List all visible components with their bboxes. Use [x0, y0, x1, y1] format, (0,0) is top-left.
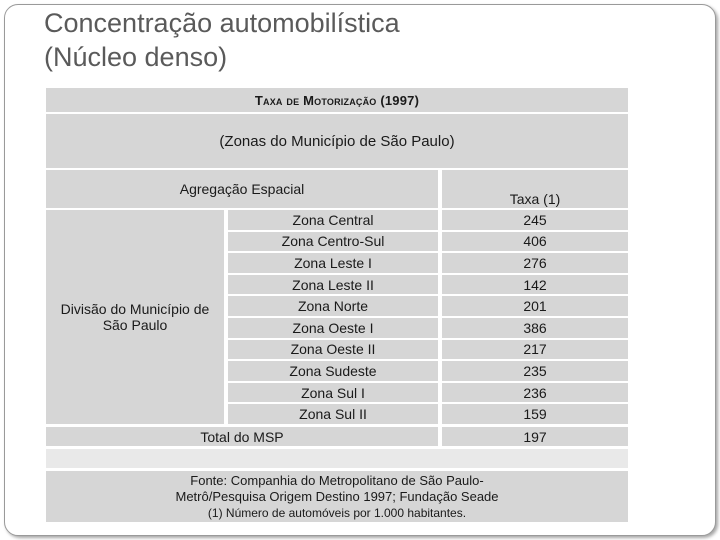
motorization-table: [46, 88, 628, 522]
zone-rate-cell: [442, 340, 628, 360]
zone-rate-text: 236: [523, 384, 547, 401]
zone-rate-cell: [442, 361, 628, 381]
zone-name-text: Zona Oeste II: [290, 341, 376, 358]
zone-rate-text: 235: [523, 362, 547, 379]
zone-rate-cell: [442, 296, 628, 316]
zone-rate-text: 217: [523, 341, 547, 358]
zone-rate-text: 159: [523, 406, 547, 423]
zone-rate-cell: [442, 210, 628, 230]
total-label-text: Total do MSP: [200, 428, 284, 445]
spacer-row: [46, 449, 628, 468]
zone-rate-text: 142: [523, 276, 547, 293]
table-heading-text: Taxa de Motorização (1997): [254, 92, 420, 108]
zone-name-cell: [228, 340, 438, 360]
zone-rate-cell: [442, 318, 628, 338]
column-header-aggregation: [46, 170, 438, 208]
table-subheading-text: (Zonas do Município de São Paulo): [219, 132, 455, 150]
slide-title: [44, 6, 644, 74]
zone-name-cell: [228, 275, 438, 295]
zone-name-cell: [228, 210, 438, 230]
zone-name-text: Zona Centro-Sul: [281, 233, 385, 250]
zone-name-text: Zona Norte: [297, 298, 369, 315]
source-note-line-2: Metrô/Pesquisa Origem Destino 1997; Fundação Seade: [175, 488, 499, 504]
zone-rate-cell: [442, 232, 628, 252]
slide-title-line-1: Concentração automobilística: [44, 8, 400, 38]
zone-name-cell: [228, 383, 438, 403]
zone-name-text: Zona Sudeste: [289, 362, 377, 379]
source-note: [46, 471, 628, 522]
table-subheading: [46, 114, 628, 168]
total-label-cell: [46, 427, 438, 446]
table-heading: [46, 88, 628, 112]
source-note-line-1: Fonte: Companhia do Metropolitano de São Paulo-: [190, 472, 484, 488]
slide-title-line-2: (Núcleo denso): [44, 42, 228, 72]
zone-name-cell: [228, 318, 438, 338]
zone-rate-cell: [442, 404, 628, 424]
zone-name-text: Zona Oeste I: [292, 319, 374, 336]
zone-name-cell: [228, 361, 438, 381]
group-label-text: Divisão do Município de São Paulo: [60, 301, 210, 333]
zone-name-text: Zona Central: [292, 211, 374, 228]
column-header-rate: [442, 170, 628, 208]
zone-name-cell: [228, 296, 438, 316]
column-header-rate-text: Taxa (1): [509, 191, 561, 207]
zone-name-text: Zona Sul I: [301, 384, 365, 401]
zone-name-text: Zona Sul II: [299, 406, 367, 423]
zone-rate-cell: [442, 383, 628, 403]
zone-rate-text: 245: [523, 211, 547, 228]
zone-name-text: Zona Leste I: [294, 254, 372, 271]
zone-name-text: Zona Leste II: [292, 276, 374, 293]
zone-rate-text: 276: [523, 254, 547, 271]
zone-rate-text: 386: [523, 319, 547, 336]
total-rate-text: 197: [523, 428, 547, 445]
source-note-line-3: (1) Número de automóveis por 1.000 habitantes.: [207, 505, 467, 520]
group-label-cell: [46, 210, 224, 424]
total-rate-cell: [442, 427, 628, 446]
zone-name-cell: [228, 404, 438, 424]
zone-name-cell: [228, 232, 438, 252]
zone-name-cell: [228, 253, 438, 273]
zone-rate-text: 406: [523, 233, 547, 250]
column-header-aggregation-text: Agregação Espacial: [179, 181, 305, 197]
zone-rate-cell: [442, 253, 628, 273]
zone-rate-text: 201: [523, 298, 547, 315]
zone-rate-cell: [442, 275, 628, 295]
